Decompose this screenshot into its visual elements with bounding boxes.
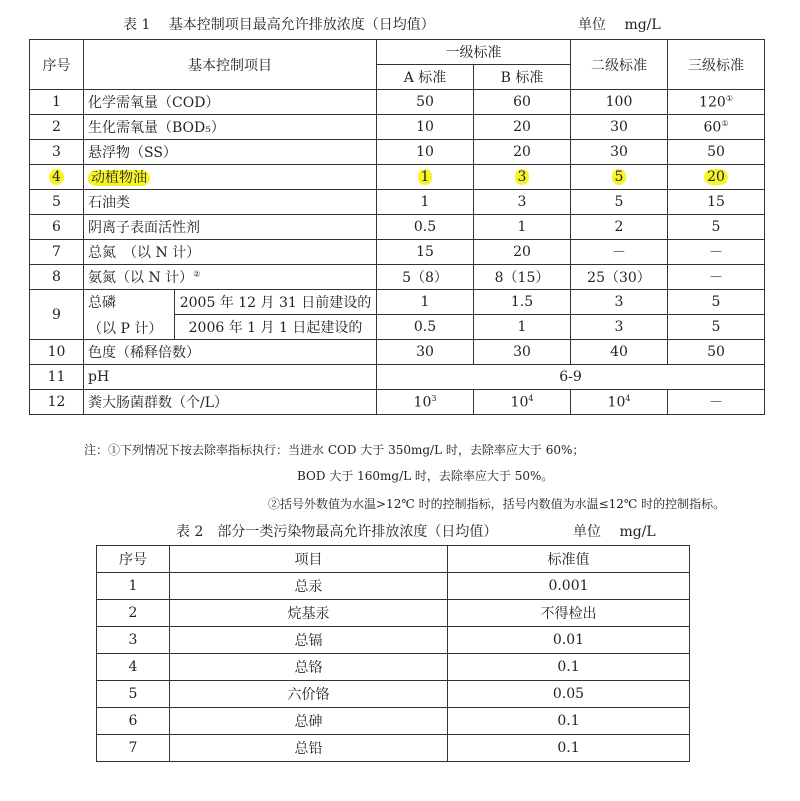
row-b: 1.5: [474, 290, 571, 315]
table-row: [97, 708, 690, 735]
row-item: [84, 290, 175, 340]
row-item: 悬浮物（SS）: [84, 140, 377, 165]
row-g2: 100: [571, 90, 668, 115]
row-item: 化学需氧量（COD）: [84, 90, 377, 115]
table-row: [30, 215, 765, 240]
t2-row-item: 总汞: [170, 573, 448, 600]
row-item: 石油类: [84, 190, 377, 215]
row-g3: －: [668, 390, 765, 415]
row-a: 0.5: [377, 215, 474, 240]
row-b: 60: [474, 90, 571, 115]
row-no: 6: [30, 215, 84, 240]
t2-row-no: 5: [97, 681, 170, 708]
t2-row-value: 0.001: [448, 573, 690, 600]
t2-row-value: 0.1: [448, 708, 690, 735]
table-row: [97, 573, 690, 600]
row-g3: 60①: [668, 115, 765, 140]
row-g2: 3: [571, 315, 668, 340]
table-row: [30, 290, 765, 315]
row-a: 0.5: [377, 315, 474, 340]
note-2: BOD 大于 160mg/L 时，去除率应大于 50%。: [297, 469, 554, 483]
row-no: 8: [30, 265, 84, 290]
row-no: 9: [30, 290, 84, 340]
row-b: 20: [474, 240, 571, 265]
row-a: $10^3$: [377, 390, 474, 415]
t2-row-no: 2: [97, 600, 170, 627]
table1-unit: 单位 mg/L: [578, 17, 661, 33]
row-a: 15: [377, 240, 474, 265]
row-g2: 5: [571, 165, 668, 190]
table2-unit: 单位 mg/L: [573, 524, 656, 540]
t2-row-item: 烷基汞: [170, 600, 448, 627]
row-item: pH: [84, 365, 377, 390]
table-row: [97, 600, 690, 627]
row-a: 1: [377, 190, 474, 215]
t2-row-no: 4: [97, 654, 170, 681]
table-row: [30, 340, 765, 365]
row-item: 粪大肠菌群数（个/L）: [84, 390, 377, 415]
t2-header-no: 序号: [97, 546, 170, 573]
row-g2: 30: [571, 140, 668, 165]
row-sub: 2006 年 1 月 1 日起建设的: [175, 315, 377, 340]
row-item: 阴离子表面活性剂: [84, 215, 377, 240]
row-g3: －: [668, 265, 765, 290]
t2-row-item: 总铬: [170, 654, 448, 681]
t2-header-value: 标准值: [448, 546, 690, 573]
t2-row-no: 6: [97, 708, 170, 735]
t2-row-no: 3: [97, 627, 170, 654]
table-row: [97, 627, 690, 654]
row-g2: 30: [571, 115, 668, 140]
table-row: [30, 115, 765, 140]
row-a: 5（8）: [377, 265, 474, 290]
note-1: 注：①下列情况下按去除率指标执行：当进水 COD 大于 350mg/L 时，去除率应大于 60%；: [84, 443, 585, 457]
table-row: [30, 165, 765, 190]
row-g3: 120①: [668, 90, 765, 115]
table-row: [97, 735, 690, 762]
row-b: 20: [474, 140, 571, 165]
row-a: 1: [377, 290, 474, 315]
note-3: ②括号外数值为水温>12℃ 时的控制指标，括号内数值为水温≤12℃ 时的控制指标。: [268, 497, 726, 511]
row-g2: 25（30）: [571, 265, 668, 290]
row-no: 5: [30, 190, 84, 215]
t2-row-value: 0.1: [448, 735, 690, 762]
table-row: [97, 654, 690, 681]
row-b: 3: [474, 165, 571, 190]
row-item: 动植物油: [84, 165, 377, 190]
row-g3: 5: [668, 290, 765, 315]
table2: [96, 545, 690, 762]
header-b: B 标准: [474, 65, 571, 90]
t2-row-no: 7: [97, 735, 170, 762]
row-ph-value: 6-9: [377, 365, 765, 390]
t2-row-value: 不得检出: [448, 600, 690, 627]
t2-row-value: 0.05: [448, 681, 690, 708]
table-row: [30, 140, 765, 165]
row-no: 11: [30, 365, 84, 390]
row-b: 1: [474, 215, 571, 240]
row-g3: －: [668, 240, 765, 265]
row-no: 7: [30, 240, 84, 265]
t2-row-item: 总砷: [170, 708, 448, 735]
table-row: [30, 90, 765, 115]
row-item-line1: 总磷: [88, 294, 116, 311]
row-g2: 40: [571, 340, 668, 365]
row-no: 12: [30, 390, 84, 415]
row-item: 生化需氧量（BOD₅）: [84, 115, 377, 140]
row-g3: 15: [668, 190, 765, 215]
t2-row-no: 1: [97, 573, 170, 600]
t2-row-item: 六价铬: [170, 681, 448, 708]
row-no: 4: [30, 165, 84, 190]
row-no: 10: [30, 340, 84, 365]
row-item: 总氮 （以 N 计）: [84, 240, 377, 265]
header-grade1: 一级标准: [377, 40, 571, 65]
row-b: 1: [474, 315, 571, 340]
row-b: $10^4$: [474, 390, 571, 415]
row-a: 50: [377, 90, 474, 115]
table1: [29, 39, 765, 415]
table-row: [97, 681, 690, 708]
table-row: [30, 365, 765, 390]
table-row: [30, 265, 765, 290]
t2-row-value: 0.1: [448, 654, 690, 681]
row-g3: 5: [668, 315, 765, 340]
table-row: [30, 390, 765, 415]
row-g2: －: [571, 240, 668, 265]
row-a: 10: [377, 115, 474, 140]
row-g2: 5: [571, 190, 668, 215]
header-a: A 标准: [377, 65, 474, 90]
t2-row-item: 总镉: [170, 627, 448, 654]
t2-row-item: 总铅: [170, 735, 448, 762]
table2-caption: 表 2 部分一类污染物最高允许排放浓度（日均值）: [176, 524, 498, 540]
row-a: 1: [377, 165, 474, 190]
row-b: 20: [474, 115, 571, 140]
row-item-line2: （以 P 计）: [88, 320, 163, 337]
row-b: 3: [474, 190, 571, 215]
row-g3: 5: [668, 215, 765, 240]
row-sub: 2005 年 12 月 31 日前建设的: [175, 290, 377, 315]
header-grade3: 三级标准: [668, 40, 765, 90]
row-item: 氨氮（以 N 计）②: [84, 265, 377, 290]
row-no: 2: [30, 115, 84, 140]
row-no: 3: [30, 140, 84, 165]
row-g2: 3: [571, 290, 668, 315]
header-no: 序号: [30, 40, 84, 90]
header-grade2: 二级标准: [571, 40, 668, 90]
row-b: 8（15）: [474, 265, 571, 290]
row-g3: 50: [668, 340, 765, 365]
row-g2: $10^4$: [571, 390, 668, 415]
row-g2: 2: [571, 215, 668, 240]
header-item: 基本控制项目: [84, 40, 377, 90]
row-a: 30: [377, 340, 474, 365]
row-b: 30: [474, 340, 571, 365]
row-item: 色度（稀释倍数）: [84, 340, 377, 365]
row-g3: 50: [668, 140, 765, 165]
row-no: 1: [30, 90, 84, 115]
table1-caption: 表 1 基本控制项目最高允许排放浓度（日均值）: [123, 17, 435, 33]
row-a: 10: [377, 140, 474, 165]
table-row: [30, 240, 765, 265]
table-row: [30, 190, 765, 215]
t2-header-item: 项目: [170, 546, 448, 573]
t2-row-value: 0.01: [448, 627, 690, 654]
row-g3: 20: [668, 165, 765, 190]
